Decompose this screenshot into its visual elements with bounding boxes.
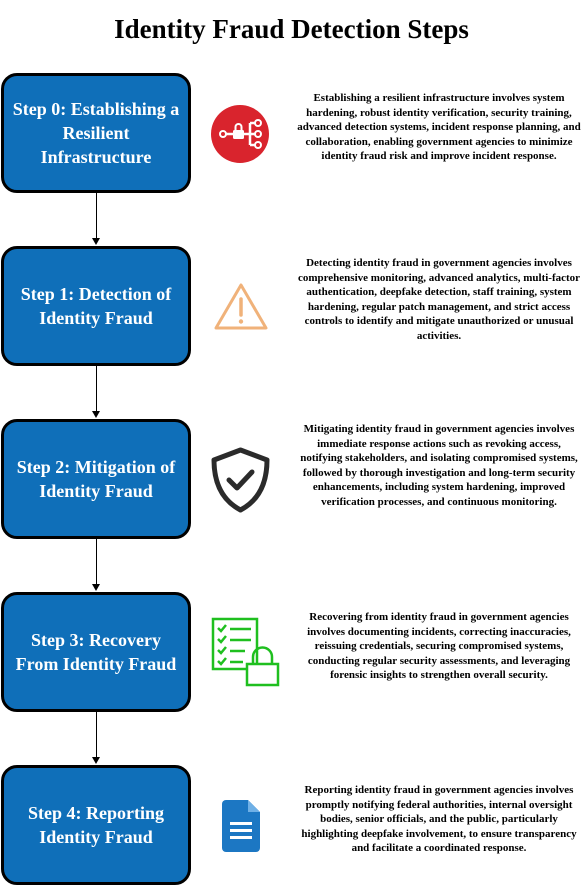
checklist-lock-icon (211, 617, 281, 687)
arrowhead-3-4 (92, 757, 100, 764)
page-title: Identity Fraud Detection Steps (114, 14, 469, 44)
step-3-description: Recovering from identity fraud in government agencies involves documenting incidents, correcting inaccuracies, reissuing credentials, securing compromised systems, conducting regular security assessments, and leveraging forensic insights to strengthen overall security. (307, 611, 571, 681)
step-2-label: Step 2: Mitigation of Identity Fraud (16, 457, 176, 501)
shield-check-icon (209, 446, 272, 514)
step-4-description: Reporting identity fraud in government agencies involves promptly notifying federal authorities, internal oversight bodies, senior officials, and the public, particularly highlighting deepfake involvement, to ensure transparency and facilitate a coordinated response. (301, 784, 577, 854)
step-2-description: Mitigating identity fraud in government agencies involves immediate response actions such as revoking access, notifying stakeholders, and isolating compromised systems, followed by thorough investigation and long-term security enhancements, including system hardening, improved verification processes, and continuous monitoring. (300, 423, 578, 508)
step-4-box (1, 765, 191, 885)
step-0-box (1, 73, 191, 193)
connector-1-2 (96, 366, 97, 411)
step-1-label: Step 1: Detection of Identity Fraud (20, 284, 172, 328)
step-0-label: Step 0: Establishing a Resilient Infrastructure (12, 99, 180, 167)
step-4-label: Step 4: Reporting Identity Fraud (28, 803, 164, 847)
step-2-box (1, 419, 191, 539)
arrowhead-1-2 (92, 411, 100, 418)
connector-2-3 (96, 539, 97, 584)
connector-0-1 (96, 193, 97, 238)
step-3-box (1, 592, 191, 712)
warning-icon (213, 282, 269, 332)
step-3-label: Step 3: Recovery From Identity Fraud (15, 630, 177, 674)
network-lock-icon (211, 105, 269, 163)
step-1-description: Detecting identity fraud in government agencies involves comprehensive monitoring, advanced analytics, multi-factor authentication, deepfake detection, staff training, system hardening, regular patch management, and strict access controls to identify and mitigate unauthorized or unusual activities. (297, 257, 581, 342)
arrowhead-2-3 (92, 584, 100, 591)
connector-3-4 (96, 712, 97, 757)
arrowhead-0-1 (92, 238, 100, 245)
step-0-description: Establishing a resilient infrastructure involves system hardening, robust identity verification, security training, advanced detection systems, incident response planning, and collaboration, enabling government agencies to minimize identity fraud risk and improve incident response. (297, 92, 581, 162)
document-icon (222, 800, 260, 852)
step-1-box (1, 246, 191, 366)
